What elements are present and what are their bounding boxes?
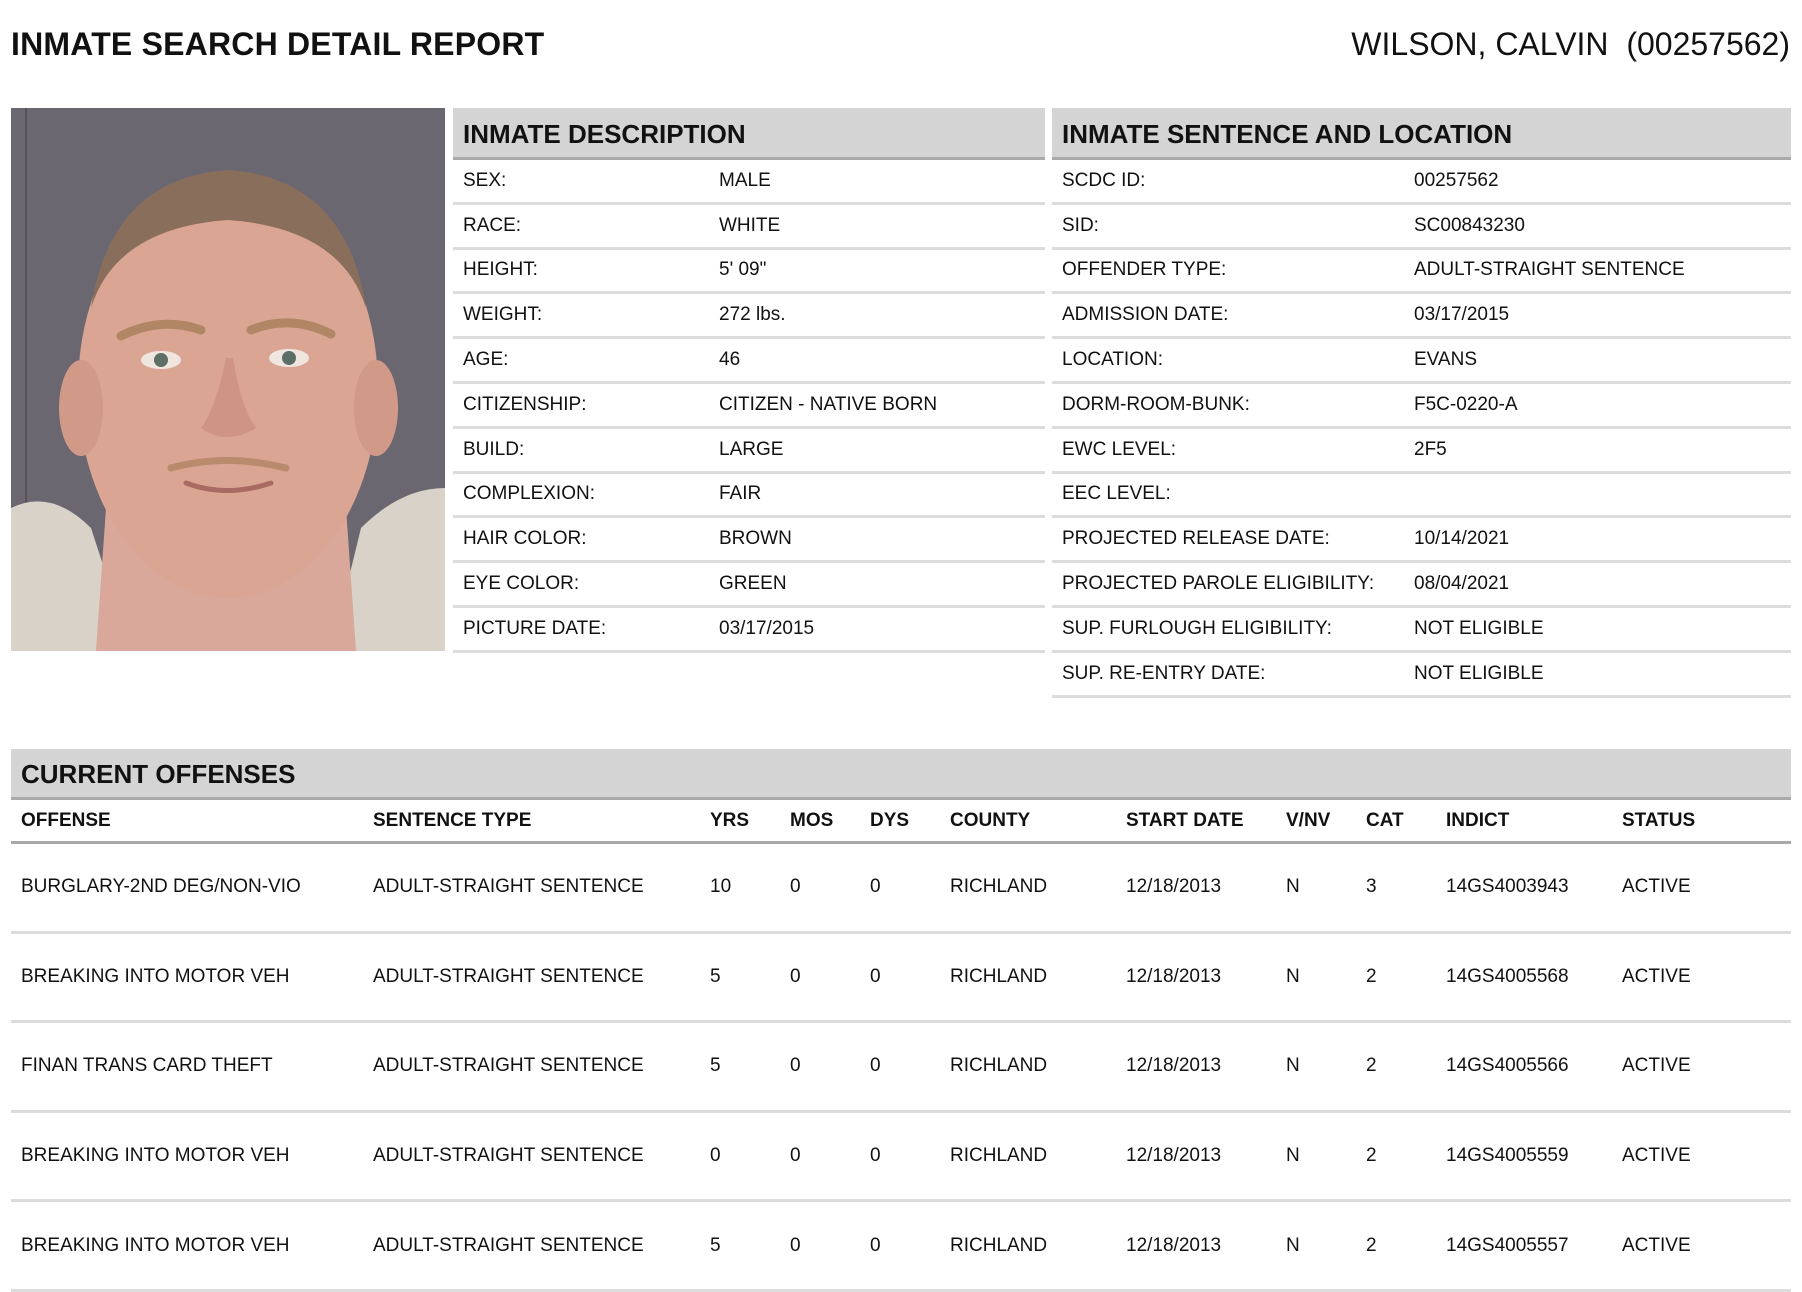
offenses-header-row <box>11 800 1791 844</box>
sentence-label: SUP. FURLOUGH ELIGIBILITY: <box>1062 617 1332 639</box>
description-value: WHITE <box>719 214 781 236</box>
inmate-id: (00257562) <box>1626 26 1790 62</box>
cell-indict: 14GS4005557 <box>1446 1234 1569 1256</box>
inmate-description-title: INMATE DESCRIPTION <box>453 108 1045 160</box>
sentence-row <box>1052 474 1791 519</box>
description-value: CITIZEN - NATIVE BORN <box>719 393 938 415</box>
sentence-label: PROJECTED RELEASE DATE: <box>1062 528 1330 550</box>
description-row <box>453 339 1045 384</box>
sentence-row <box>1052 294 1791 339</box>
description-label: SEX: <box>463 169 507 191</box>
description-label: RACE: <box>463 214 522 236</box>
sentence-label: DORM-ROOM-BUNK: <box>1062 393 1250 415</box>
table-row <box>11 934 1791 1024</box>
cell-county: RICHLAND <box>950 1145 1048 1167</box>
column-header-cat: CAT <box>1366 809 1404 831</box>
cell-cat: 2 <box>1366 1234 1377 1256</box>
sentence-label: EEC LEVEL: <box>1062 483 1171 505</box>
cell-sentence-type: ADULT-STRAIGHT SENTENCE <box>373 1234 644 1256</box>
inmate-photo-icon <box>11 108 445 651</box>
description-row <box>453 429 1045 474</box>
cell-offense: BREAKING INTO MOTOR VEH <box>21 1234 290 1256</box>
inmate-description-panel <box>453 108 1045 653</box>
cell-status: ACTIVE <box>1622 1055 1691 1077</box>
sentence-value: SC00843230 <box>1414 214 1525 236</box>
sentence-row <box>1052 339 1791 384</box>
cell-county: RICHLAND <box>950 1234 1048 1256</box>
description-row <box>453 205 1045 250</box>
column-header-offense: OFFENSE <box>21 809 111 831</box>
cell-indict: 14GS4005568 <box>1446 965 1569 987</box>
cell-mos: 0 <box>790 1234 801 1256</box>
current-offenses-title: CURRENT OFFENSES <box>11 749 1791 800</box>
cell-status: ACTIVE <box>1622 1145 1691 1167</box>
cell-start-date: 12/18/2013 <box>1126 1145 1222 1167</box>
column-header-sentence-type: SENTENCE TYPE <box>373 809 532 831</box>
description-row <box>453 608 1045 653</box>
description-label: HAIR COLOR: <box>463 528 587 550</box>
cell-yrs: 5 <box>710 1234 721 1256</box>
sentence-label: LOCATION: <box>1062 349 1163 371</box>
cell-mos: 0 <box>790 1145 801 1167</box>
description-label: EYE COLOR: <box>463 573 580 595</box>
inmate-name-heading <box>1351 26 1790 63</box>
sentence-row <box>1052 653 1791 698</box>
description-row <box>453 250 1045 295</box>
sentence-label: SUP. RE-ENTRY DATE: <box>1062 662 1266 684</box>
inmate-name: WILSON, CALVIN <box>1351 26 1609 62</box>
cell-start-date: 12/18/2013 <box>1126 876 1222 898</box>
cell-indict: 14GS4005566 <box>1446 1055 1569 1077</box>
cell-offense: BURGLARY-2ND DEG/NON-VIO <box>21 876 301 898</box>
column-header-status: STATUS <box>1622 809 1696 831</box>
cell-cat: 2 <box>1366 1145 1377 1167</box>
sentence-value: 00257562 <box>1414 169 1499 191</box>
sentence-label: PROJECTED PAROLE ELIGIBILITY: <box>1062 573 1375 595</box>
sentence-value: 10/14/2021 <box>1414 528 1510 550</box>
current-offenses-table <box>11 749 1791 1292</box>
sentence-value: 03/17/2015 <box>1414 304 1510 326</box>
report-title: INMATE SEARCH DETAIL REPORT <box>11 26 545 62</box>
cell-vnv: N <box>1286 876 1300 898</box>
description-label: PICTURE DATE: <box>463 617 607 639</box>
description-row <box>453 384 1045 429</box>
cell-yrs: 0 <box>710 1145 721 1167</box>
column-header-yrs: YRS <box>710 809 750 831</box>
cell-vnv: N <box>1286 1145 1300 1167</box>
column-header-vnv: V/NV <box>1286 809 1331 831</box>
sentence-value: 08/04/2021 <box>1414 573 1510 595</box>
cell-dys: 0 <box>870 1234 881 1256</box>
cell-vnv: N <box>1286 1234 1300 1256</box>
sentence-label: SCDC ID: <box>1062 169 1146 191</box>
description-value: 5' 09" <box>719 259 767 281</box>
cell-sentence-type: ADULT-STRAIGHT SENTENCE <box>373 1055 644 1077</box>
cell-mos: 0 <box>790 876 801 898</box>
inmate-photo <box>11 108 445 651</box>
description-label: BUILD: <box>463 438 525 460</box>
cell-indict: 14GS4005559 <box>1446 1145 1569 1167</box>
description-label: COMPLEXION: <box>463 483 595 505</box>
sentence-value: NOT ELIGIBLE <box>1414 617 1544 639</box>
sentence-value: EVANS <box>1414 349 1478 371</box>
description-value: BROWN <box>719 528 792 550</box>
description-value: 03/17/2015 <box>719 617 815 639</box>
cell-offense: BREAKING INTO MOTOR VEH <box>21 1145 290 1167</box>
inmate-sentence-panel <box>1052 108 1791 698</box>
cell-county: RICHLAND <box>950 876 1048 898</box>
cell-dys: 0 <box>870 876 881 898</box>
cell-sentence-type: ADULT-STRAIGHT SENTENCE <box>373 876 644 898</box>
description-row <box>453 563 1045 608</box>
cell-yrs: 5 <box>710 1055 721 1077</box>
sentence-value: ADULT-STRAIGHT SENTENCE <box>1414 259 1685 281</box>
cell-vnv: N <box>1286 1055 1300 1077</box>
cell-vnv: N <box>1286 965 1300 987</box>
description-label: CITIZENSHIP: <box>463 393 587 415</box>
cell-offense: FINAN TRANS CARD THEFT <box>21 1055 273 1077</box>
column-header-county: COUNTY <box>950 809 1031 831</box>
cell-start-date: 12/18/2013 <box>1126 965 1222 987</box>
description-row <box>453 160 1045 205</box>
inmate-sentence-title: INMATE SENTENCE AND LOCATION <box>1052 108 1791 160</box>
table-row <box>11 844 1791 934</box>
description-row <box>453 474 1045 519</box>
column-header-indict: INDICT <box>1446 809 1510 831</box>
sentence-row <box>1052 384 1791 429</box>
cell-yrs: 5 <box>710 965 721 987</box>
column-header-mos: MOS <box>790 809 834 831</box>
sentence-label: EWC LEVEL: <box>1062 438 1177 460</box>
sentence-row <box>1052 518 1791 563</box>
cell-cat: 2 <box>1366 965 1377 987</box>
table-row <box>11 1202 1791 1292</box>
description-label: WEIGHT: <box>463 304 543 326</box>
cell-county: RICHLAND <box>950 965 1048 987</box>
sentence-value: 2F5 <box>1414 438 1447 460</box>
description-value: 46 <box>719 349 741 371</box>
table-row <box>11 1113 1791 1203</box>
sentence-row <box>1052 608 1791 653</box>
cell-indict: 14GS4003943 <box>1446 876 1569 898</box>
cell-dys: 0 <box>870 1145 881 1167</box>
sentence-row <box>1052 563 1791 608</box>
cell-sentence-type: ADULT-STRAIGHT SENTENCE <box>373 965 644 987</box>
cell-mos: 0 <box>790 965 801 987</box>
cell-dys: 0 <box>870 1055 881 1077</box>
sentence-row <box>1052 250 1791 295</box>
sentence-row <box>1052 160 1791 205</box>
cell-mos: 0 <box>790 1055 801 1077</box>
cell-cat: 3 <box>1366 876 1377 898</box>
table-row <box>11 1023 1791 1113</box>
cell-start-date: 12/18/2013 <box>1126 1234 1222 1256</box>
column-header-dys: DYS <box>870 809 910 831</box>
description-label: AGE: <box>463 349 509 371</box>
cell-status: ACTIVE <box>1622 876 1691 898</box>
description-label: HEIGHT: <box>463 259 538 281</box>
description-value: GREEN <box>719 573 787 595</box>
cell-cat: 2 <box>1366 1055 1377 1077</box>
description-value: LARGE <box>719 438 784 460</box>
cell-status: ACTIVE <box>1622 1234 1691 1256</box>
description-row <box>453 294 1045 339</box>
sentence-value: F5C-0220-A <box>1414 393 1518 415</box>
cell-yrs: 10 <box>710 876 732 898</box>
column-header-start-date: START DATE <box>1126 809 1244 831</box>
sentence-value: NOT ELIGIBLE <box>1414 662 1544 684</box>
cell-offense: BREAKING INTO MOTOR VEH <box>21 965 290 987</box>
sentence-label: OFFENDER TYPE: <box>1062 259 1227 281</box>
description-value: MALE <box>719 169 771 191</box>
cell-status: ACTIVE <box>1622 965 1691 987</box>
description-row <box>453 518 1045 563</box>
sentence-label: SID: <box>1062 214 1099 236</box>
description-value: FAIR <box>719 483 762 505</box>
cell-start-date: 12/18/2013 <box>1126 1055 1222 1077</box>
sentence-row <box>1052 205 1791 250</box>
cell-county: RICHLAND <box>950 1055 1048 1077</box>
description-value: 272 lbs. <box>719 304 786 326</box>
cell-sentence-type: ADULT-STRAIGHT SENTENCE <box>373 1145 644 1167</box>
cell-dys: 0 <box>870 965 881 987</box>
sentence-label: ADMISSION DATE: <box>1062 304 1229 326</box>
sentence-row <box>1052 429 1791 474</box>
